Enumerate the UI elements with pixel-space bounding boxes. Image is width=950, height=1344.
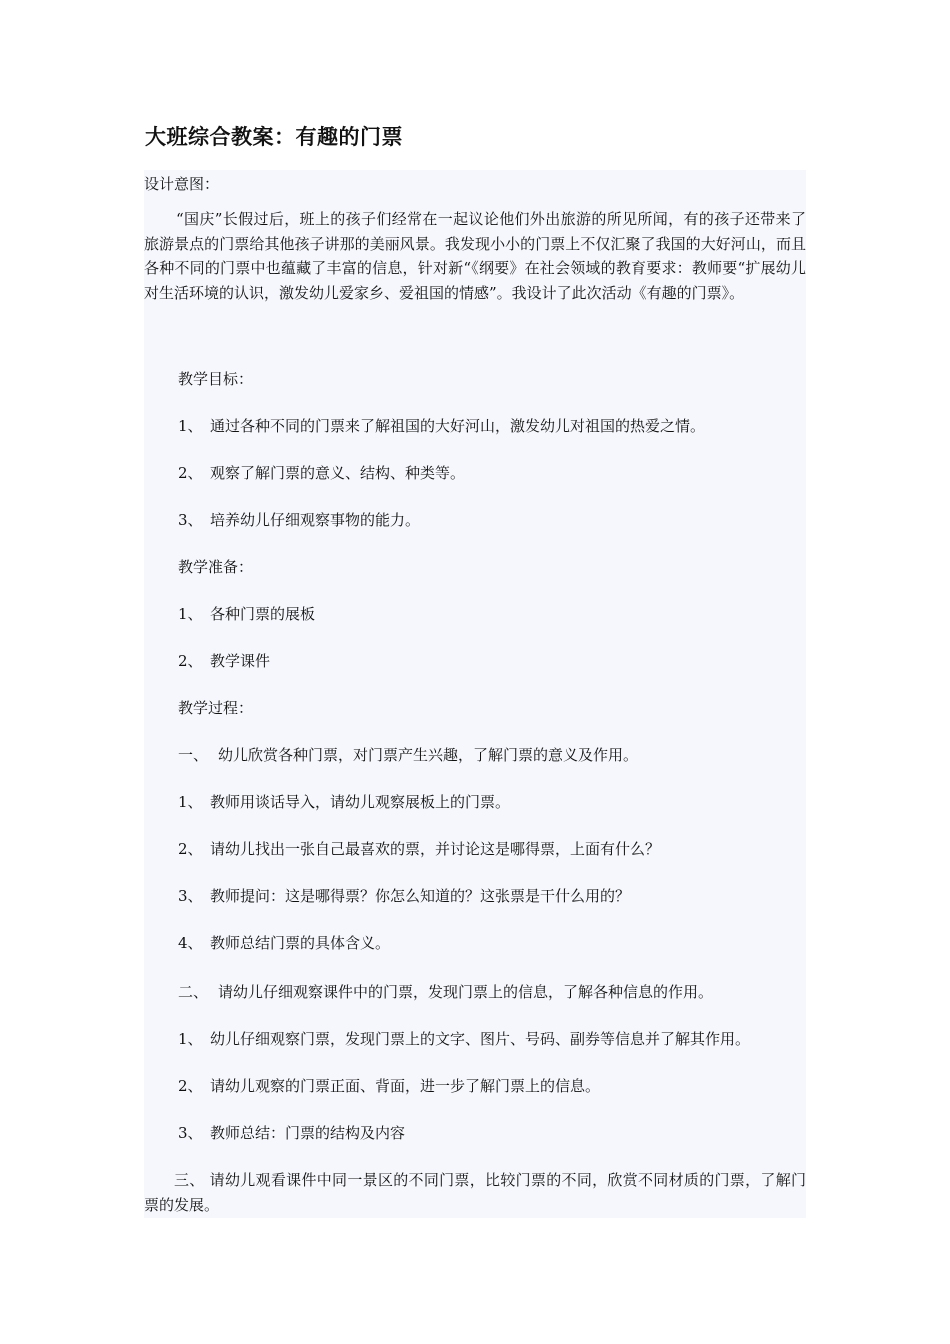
- part-text: 幼儿欣赏各种门票，对门票产生兴趣，了解门票的意义及作用。: [218, 746, 639, 764]
- goal-number: 1、: [178, 417, 203, 435]
- process-heading: 教学过程：: [178, 699, 254, 717]
- step-number: 4、: [178, 934, 203, 952]
- step-number: 2、: [178, 1077, 203, 1095]
- goal-number: 3、: [178, 511, 203, 529]
- goal-text: 培养幼儿仔细观察事物的能力。: [210, 511, 421, 529]
- process-step: [178, 931, 390, 955]
- prep-text: 各种门票的展板: [210, 605, 316, 623]
- step-number: 2、: [178, 840, 203, 858]
- design-heading: 设计意图：: [144, 175, 220, 193]
- goal-item: [178, 508, 420, 532]
- part-number: 一、: [178, 746, 209, 764]
- step-number: 1、: [178, 793, 203, 811]
- step-text: 教师总结：门票的结构及内容: [210, 1124, 406, 1142]
- goal-text: 观察了解门票的意义、结构、种类等。: [210, 464, 466, 482]
- page-title: 大班综合教案：有趣的门票: [145, 125, 403, 149]
- process-step: [178, 884, 630, 908]
- step-text: 教师总结门票的具体含义。: [210, 934, 391, 952]
- process-step: [178, 1121, 405, 1145]
- goal-number: 2、: [178, 464, 203, 482]
- step-text: 教师提问：这是哪得票？你怎么知道的？这张票是干什么用的？: [210, 887, 631, 905]
- process-step: [178, 1027, 750, 1051]
- prep-text: 教学课件: [210, 652, 271, 670]
- prep-number: 1、: [178, 605, 203, 623]
- step-text: 教师用谈话导入，请幼儿观察展板上的门票。: [210, 793, 511, 811]
- step-text: 幼儿仔细观察门票，发现门票上的文字、图片、号码、副券等信息并了解其作用。: [210, 1030, 751, 1048]
- prep-item: [178, 602, 315, 626]
- step-text: 请幼儿观察的门票正面、背面，进一步了解门票上的信息。: [210, 1077, 601, 1095]
- lesson-plan-body: [144, 170, 806, 1218]
- prep-item: [178, 649, 270, 673]
- process-step: [178, 837, 660, 861]
- goal-text: 通过各种不同的门票来了解祖国的大好河山，激发幼儿对祖国的热爱之情。: [210, 417, 706, 435]
- step-text: 请幼儿找出一张自己最喜欢的票，并讨论这是哪得票，上面有什么？: [210, 840, 661, 858]
- step-number: 1、: [178, 1030, 203, 1048]
- goals-heading: 教学目标：: [178, 370, 254, 388]
- goal-item: [178, 461, 465, 485]
- goal-item: [178, 414, 705, 438]
- process-part-1: [178, 743, 638, 767]
- process-step: [178, 1074, 600, 1098]
- part-text: 请幼儿仔细观察课件中的门票，发现门票上的信息，了解各种信息的作用。: [218, 983, 714, 1001]
- process-part-2: [178, 980, 713, 1004]
- prep-number: 2、: [178, 652, 203, 670]
- step-number: 3、: [178, 1124, 203, 1142]
- step-number: 3、: [178, 887, 203, 905]
- prep-heading: 教学准备：: [178, 558, 254, 576]
- process-part-3: 三、 请幼儿观看课件中同一景区的不同门票，比较门票的不同，欣赏不同材质的门票，了解门票的发展。: [144, 1171, 806, 1214]
- design-paragraph: “国庆”长假过后，班上的孩子们经常在一起议论他们外出旅游的所见所闻，有的孩子还带来了旅游景点的门票给其他孩子讲那的美丽风景。我发现小小的门票上不仅汇聚了我国的大好河山，而且各种不同的门票中也蕴藏了丰富的信息，针对新“《纲要》在社会领域的教育要求：教师要“扩展幼儿对生活环境的认识，激发幼儿爱家乡、爱祖国的情感”。我设计了此次活动《有趣的门票》。: [144, 210, 806, 302]
- part-number: 二、: [178, 983, 209, 1001]
- process-step: [178, 790, 510, 814]
